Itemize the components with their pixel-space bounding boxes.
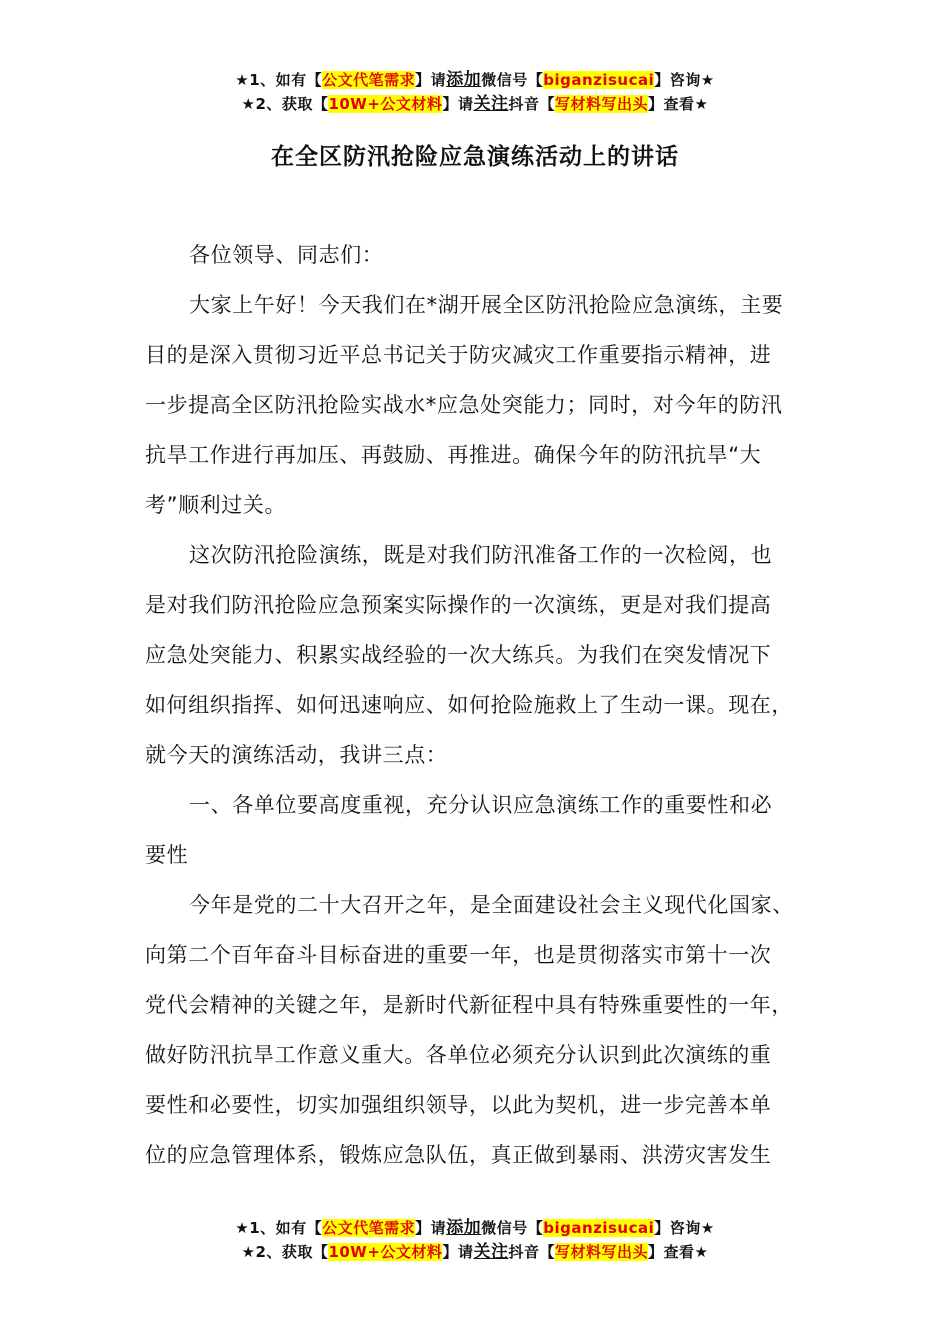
promo-text: 】咨询★ [654,71,715,89]
promo-line-2 [0,92,950,116]
paragraph-line: 今年是党的二十大召开之年，是全面建设社会主义现代化国家、 [189,893,794,917]
promo-highlight: 10W+公文材料 [328,95,443,113]
paragraph-line: 要性和必要性，切实加强组织领导，以此为契机，进一步完善本单 [145,1093,772,1117]
paragraph-line: 如何组织指挥、如何迅速响应、如何抢险施救上了生动一课。现在， [145,693,793,717]
promo-banner-bottom [0,1216,950,1264]
paragraph-line: 党代会精神的关键之年，是新时代新征程中具有特殊重要性的一年， [145,993,793,1017]
promo-highlight: 公文代笔需求 [322,71,416,89]
paragraph-line: 是对我们防汛抢险应急预案实际操作的一次演练，更是对我们提高 [145,593,772,617]
promo-underline: 添加 [446,70,482,90]
paragraph-line: 就今天的演练活动，我讲三点： [145,743,448,767]
document-title: 在全区防汛抢险应急演练活动上的讲话 [271,144,679,170]
promo-highlight: 写材料写出头 [554,1243,648,1261]
promo-text: 】请 [415,1219,447,1237]
promo-text: 微信号【 [481,71,544,89]
section-heading: 要性 [145,843,189,867]
promo-highlight: 写材料写出头 [554,95,648,113]
promo-text: 】查看★ [647,1243,709,1261]
promo-text: 】咨询★ [654,1219,715,1237]
promo-highlight: 10W+公文材料 [328,1243,443,1261]
promo-line-1 [0,68,950,92]
promo-line-2 [0,1240,950,1264]
promo-text: 】请 [415,71,447,89]
paragraph-line: 这次防汛抢险演练，既是对我们防汛准备工作的一次检阅，也 [189,543,773,567]
paragraph-line: 目的是深入贯彻习近平总书记关于防灾减灾工作重要指示精神，进 [145,343,772,367]
promo-text: 】请 [442,95,474,113]
paragraph-line: 大家上午好！今天我们在*湖开展全区防汛抢险应急演练，主要 [189,293,784,317]
paragraph-line: 位的应急管理体系，锻炼应急队伍，真正做到暴雨、洪涝灾害发生 [145,1143,772,1167]
salutation: 各位领导、同志们： [189,243,384,267]
paragraph-line: 应急处突能力、积累实战经验的一次大练兵。为我们在突发情况下 [145,643,772,667]
paragraph-line: 抗旱工作进行再加压、再鼓励、再推进。确保今年的防汛抗旱“大 [145,443,762,467]
promo-text: 微信号【 [481,1219,544,1237]
promo-line-1 [0,1216,950,1240]
promo-highlight: 公文代笔需求 [322,1219,416,1237]
promo-text: 】查看★ [647,95,709,113]
promo-text: 抖音【 [508,1243,555,1261]
promo-highlight: biganzisucai [543,71,655,89]
paragraph-line: 一步提高全区防汛抢险实战水*应急处突能力；同时，对今年的防汛 [145,393,783,417]
promo-text: 】请 [442,1243,474,1261]
promo-text: 抖音【 [508,95,555,113]
promo-text: ★1、如有【 [235,71,323,89]
promo-text: ★2、获取【 [241,95,329,113]
document-body [145,230,830,1180]
paragraph-line: 做好防汛抗旱工作意义重大。各单位必须充分认识到此次演练的重 [145,1043,772,1067]
promo-underline: 关注 [473,94,509,114]
promo-underline: 关注 [473,1242,509,1262]
section-heading: 一、各单位要高度重视，充分认识应急演练工作的重要性和必 [189,793,773,817]
promo-underline: 添加 [446,1218,482,1238]
promo-text: ★2、获取【 [241,1243,329,1261]
paragraph-line: 向第二个百年奋斗目标奋进的重要一年，也是贯彻落实市第十一次 [145,943,772,967]
promo-banner-top [0,68,950,116]
promo-text: ★1、如有【 [235,1219,323,1237]
promo-highlight: biganzisucai [543,1219,655,1237]
paragraph-line: 考”顺利过关。 [145,493,287,517]
